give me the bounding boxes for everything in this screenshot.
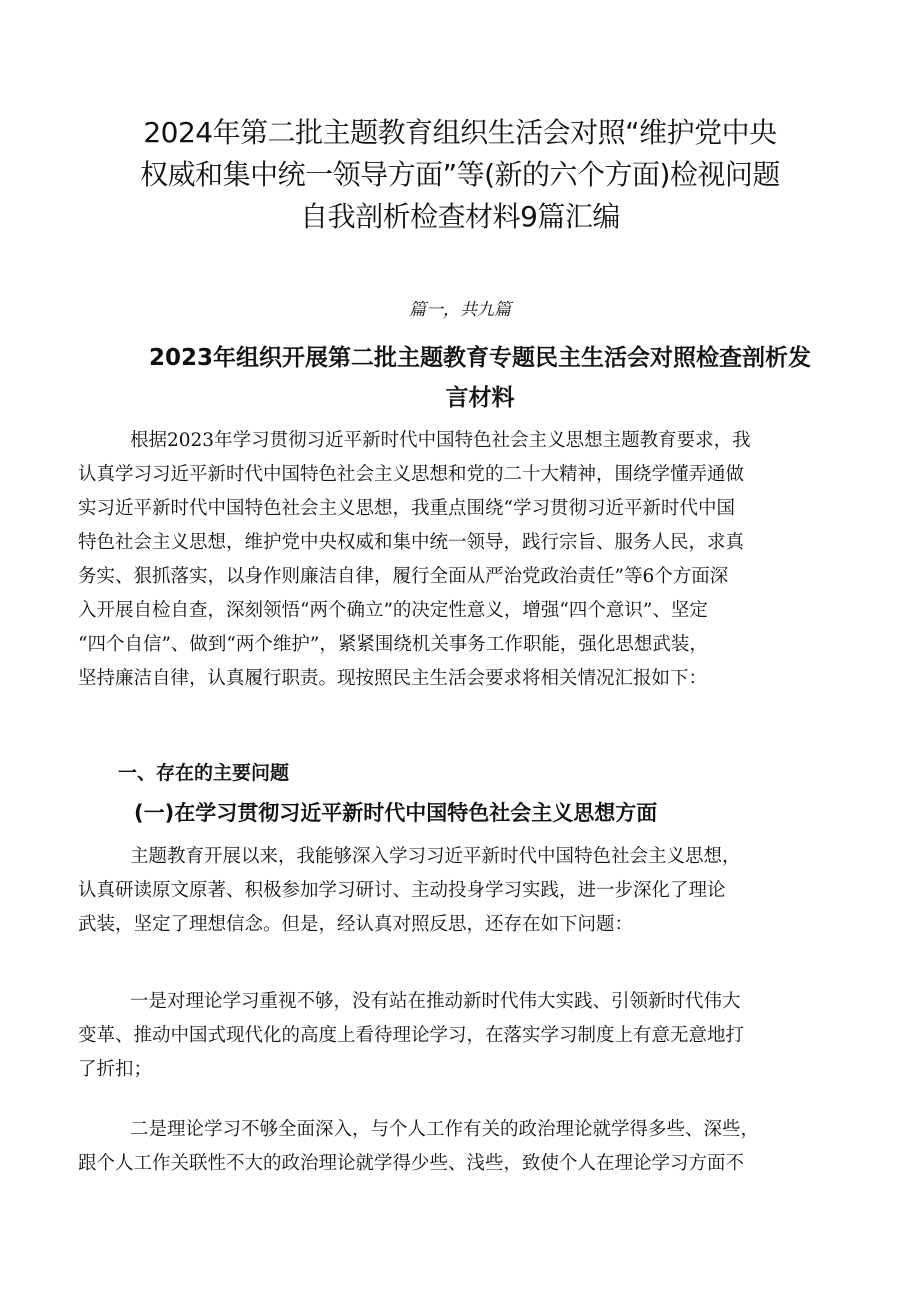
section-heading: 一、存在的主要问题 bbox=[118, 762, 290, 784]
paragraph-line: 变革、推动中国式现代化的高度上看待理论学习，在落实学习制度上有意无意地打 bbox=[78, 1025, 745, 1046]
paragraph bbox=[78, 840, 868, 942]
document-title-line: 2024年第二批主题教育组织生活会对照“维护党中央 bbox=[143, 116, 777, 149]
paragraph-line: 特色社会主义思想，维护党中央权威和集中统一领导，践行宗旨、服务人民，求真 bbox=[78, 532, 745, 553]
paragraph-line: 认真学习习近平新时代中国特色社会主义思想和党的二十大精神，围绕学懂弄通做 bbox=[78, 464, 745, 485]
paragraph-line: 跟个人工作关联性不大的政治理论就学得少些、浅些，致使个人在理论学习方面不 bbox=[78, 1153, 745, 1174]
paragraph-line: 主题教育开展以来，我能够深入学习习近平新时代中国特色社会主义思想， bbox=[130, 846, 741, 867]
paragraph-line: 根据2023年学习贯彻习近平新时代中国特色社会主义思想主题教育要求，我 bbox=[130, 430, 751, 451]
paragraph-line: 实习近平新时代中国特色社会主义思想，我重点围绕“学习贯彻习近平新时代中国 bbox=[78, 498, 735, 519]
article-title-line: 言材料 bbox=[445, 385, 515, 411]
paragraph-line: 认真研读原文原著、积极参加学习研讨、主动投身学习实践，进一步深化了理论 bbox=[78, 880, 726, 901]
paragraph-line: “四个自信”、做到“两个维护”，紧紧围绕机关事务工作职能，强化思想武装， bbox=[78, 634, 708, 655]
document-title bbox=[60, 112, 860, 238]
document-title-line: 权威和集中统一领导方面”等(新的六个方面)检视问题 bbox=[140, 158, 780, 191]
subsection-heading: (一)在学习贯彻习近平新时代中国特色社会主义思想方面 bbox=[134, 801, 658, 825]
paragraph-line: 二是理论学习不够全面深入，与个人工作有关的政治理论就学得多些、深些， bbox=[130, 1119, 760, 1140]
paragraph-line: 了折扣； bbox=[78, 1059, 153, 1080]
intro-paragraph bbox=[78, 424, 868, 696]
paragraph bbox=[78, 985, 868, 1087]
paragraph-line: 入开展自检自查，深刻领悟“两个确立”的决定性意义，增强“四个意识”、坚定 bbox=[78, 600, 708, 621]
paragraph-line: 武装，坚定了理想信念。但是，经认真对照反思，还存在如下问题： bbox=[78, 914, 634, 935]
article-title-line: 2023年组织开展第二批主题教育专题民主生活会对照检查剖析发 bbox=[148, 345, 811, 371]
paragraph-line: 一是对理论学习重视不够，没有站在推动新时代伟大实践、引领新时代伟大 bbox=[130, 991, 741, 1012]
paragraph-line: 务实、狠抓落实，以身作则廉洁自律，履行全面从严治党政治责任”等6个方面深 bbox=[78, 566, 729, 587]
paragraph-line: 坚持廉洁自律，认真履行职责。现按照民主生活会要求将相关情况汇报如下： bbox=[78, 668, 708, 689]
section-label: 篇一，共九篇 bbox=[409, 300, 511, 320]
document-title-line: 自我剖析检查材料9篇汇编 bbox=[300, 200, 620, 233]
article-title bbox=[110, 338, 850, 418]
paragraph bbox=[78, 1113, 868, 1181]
